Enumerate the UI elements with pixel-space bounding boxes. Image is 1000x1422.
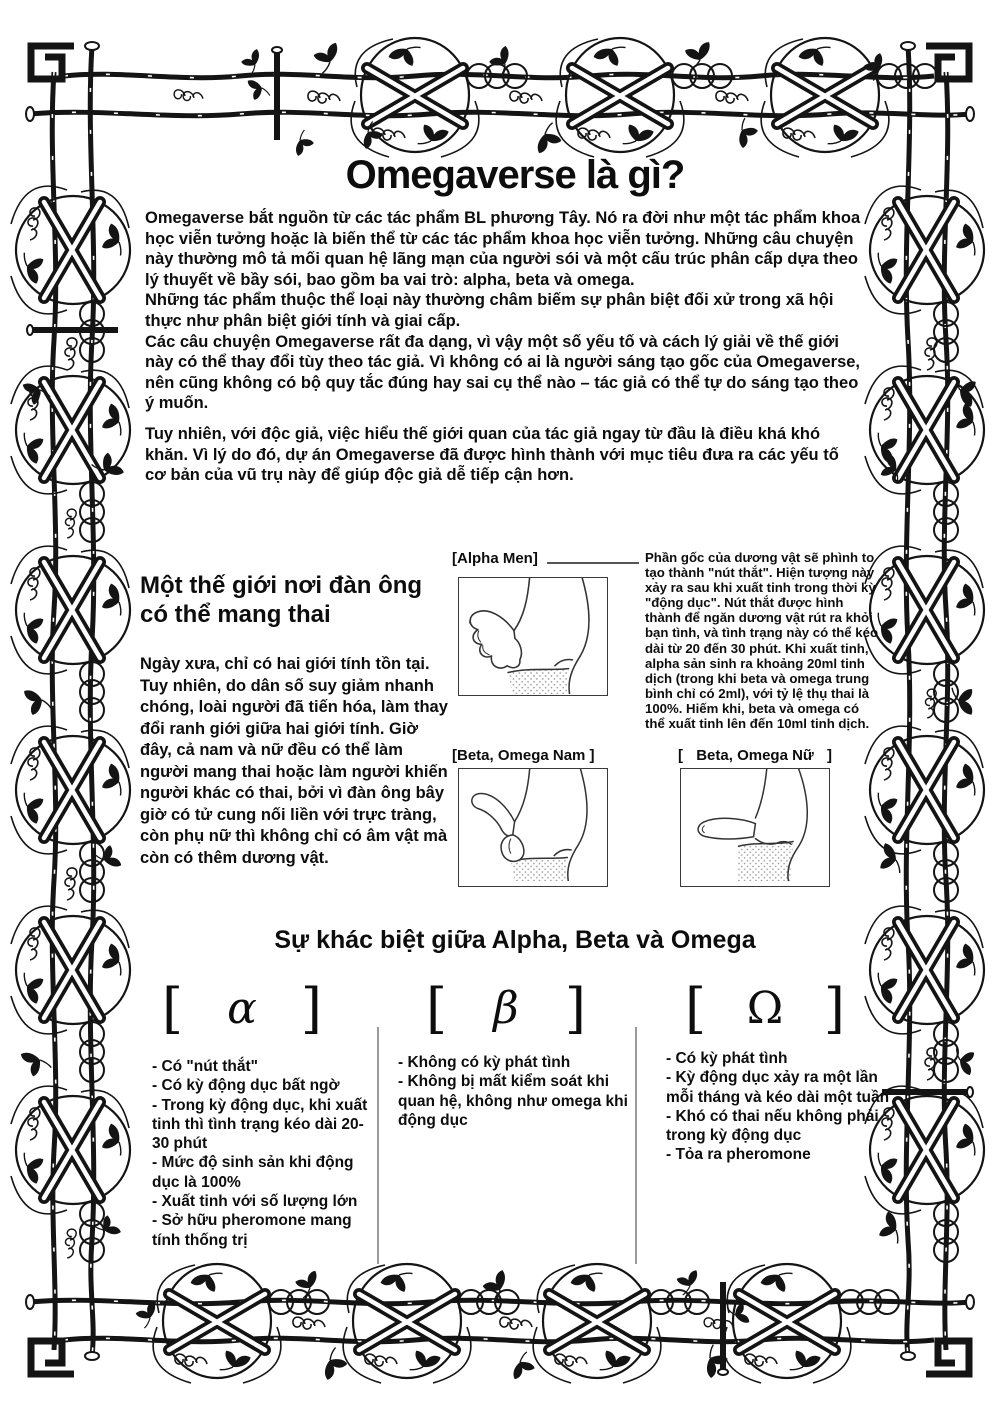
omega-trait-list: [666, 1049, 890, 1165]
beta-omega-male-figure: [458, 768, 608, 887]
label-text: Beta, Omega Nữ: [696, 747, 814, 764]
beta-omega-female-figure-drawing: [681, 769, 828, 881]
alpha-men-figure-label: [Alpha Men]: [452, 550, 538, 567]
intro-paragraph-4: Tuy nhiên, với độc giả, việc hiểu thế giới quan của tác giả ngay từ đầu là điều khá khó khăn. Vì lý do đó, dự án Omegaverse đã được hình thành với mục tiêu đưa ra các yếu tố cơ bản của vũ trụ này để giúp độc giả dễ tiếp cận hơn.: [145, 424, 839, 485]
bracket-open: [: [685, 977, 707, 1040]
bracket-open: [: [426, 977, 448, 1040]
comparison-section-title: Sự khác biệt giữa Alpha, Beta và Omega: [274, 926, 756, 954]
omega-symbol-group: [685, 977, 845, 1040]
intro-paragraph-2: Những tác phẩm thuộc thể loại này thường châm biếm sự phân biệt đối xử trong xã hội thực như phân biệt giới tính và giai cấp.: [145, 291, 834, 330]
knot-explanation-text: Phần gốc của dương vật sẽ phình to tạo thành "nút thắt". Hiện tượng này xảy ra sau khi xuất tinh trong thời kỳ "động dục". Nút thắt được hình thành để ngăn dương vật rút ra khỏi bạn tình, và tình trạng này có thể kéo dài từ 20 đến 30 phút. Khi xuất tinh, alpha sản sinh ra khoảng 20ml tinh dịch (trong khi beta và omega trung bình chỉ có 2ml), với tỷ lệ thụ thai là 100%. Hiếm khi, beta và omega có thể xuất tinh lên đến 10ml tinh dịch.: [645, 550, 879, 732]
list-item: - Kỳ động dục xảy ra một lần mỗi tháng và kéo dài một tuần: [666, 1069, 890, 1106]
bracket-open: [: [678, 747, 683, 764]
label-connector-line: [547, 562, 639, 564]
list-item: - Có "nút thắt": [152, 1058, 258, 1075]
alpha-symbol: α: [227, 983, 257, 1034]
alpha-men-figure-drawing: [459, 578, 606, 694]
list-item: - Tỏa ra pheromone: [666, 1146, 811, 1164]
list-item: - Khó có thai nếu không phải trong kỳ động dục: [666, 1107, 879, 1145]
omega-symbol: Ω: [746, 983, 784, 1034]
beta-omega-male-figure-drawing: [459, 769, 606, 881]
page-title: Omegaverse là gì?: [345, 153, 685, 197]
intro-paragraph-3: Các câu chuyện Omegaverse rất đa dạng, vì vậy một số yếu tố và cách lý giải về thế giới này có thể thay đổi tùy theo tác giả. Vì không có ai là người sáng tạo gốc của Omegaverse, nên cũng không có bộ quy tắc đúng hay sai cụ thể nào – tác giả có thể tự do sáng tạo theo ý muốn.: [145, 332, 861, 413]
list-item: - Không bị mất kiểm soát khi quan hệ, không như omega khi động dục: [398, 1073, 628, 1129]
alpha-symbol-group: [162, 977, 322, 1040]
column-divider: [377, 1027, 379, 1264]
bracket-close: ]: [564, 977, 586, 1040]
intro-paragraph-1: Omegaverse bắt nguồn từ các tác phẩm BL phương Tây. Nó ra đời như một tác phẩm khoa học viễn tưởng hoặc là biến thể từ các tác phẩm khoa học viễn tưởng. Những câu chuyện này thường mô tả mối quan hệ lãng mạn của người sói và một cấu trúc phân cấp dựa theo lý thuyết về bầy sói, bao gồm ba vai trò: alpha, beta và omega.: [145, 209, 861, 289]
list-item: - Sở hữu pheromone mang tính thống trị: [152, 1212, 352, 1249]
list-item: - Có kỳ động dục bất ngờ: [152, 1077, 340, 1095]
beta-omega-male-figure-label: [Beta, Omega Nam ]: [452, 747, 595, 764]
alpha-men-figure: [458, 577, 608, 696]
list-item: - Xuất tinh với số lượng lớn: [152, 1193, 358, 1211]
beta-omega-female-figure: [680, 768, 830, 887]
bracket-open: [: [162, 977, 184, 1040]
list-item: - Có kỳ phát tình: [666, 1050, 788, 1067]
pregnancy-section-heading: Một thế giới nơi đàn ông có thể mang thai: [140, 572, 423, 628]
bracket-close: ]: [823, 977, 845, 1040]
pregnancy-section-body: Ngày xưa, chỉ có hai giới tính tồn tại. Tuy nhiên, do dân số suy giảm nhanh chóng, loài người đã tiến hóa, làm thay đổi ranh giới giữa hai giới tính. Giờ đây, cả nam và nữ đều có thể làm người mang thai hoặc làm người khiến người khác có thai, bởi vì đàn ông bây giờ có tử cung nối liền với trực tràng, còn phụ nữ thì không chỉ có âm vật mà còn có thêm dương vật.: [140, 655, 448, 867]
bracket-close: ]: [827, 747, 832, 764]
beta-symbol: β: [493, 983, 519, 1034]
list-item: - Trong kỳ động dục, khi xuất tinh thì tình trạng kéo dài 20-30 phút: [152, 1096, 368, 1153]
beta-symbol-group: [426, 977, 586, 1040]
beta-omega-female-figure-label: [678, 747, 832, 764]
intro-paragraphs: [145, 208, 863, 486]
list-item: - Không có kỳ phát tình: [398, 1054, 571, 1071]
alpha-trait-list: [152, 1057, 376, 1250]
list-item: - Mức độ sinh sản khi động dục là 100%: [152, 1154, 354, 1191]
bracket-close: ]: [300, 977, 322, 1040]
beta-trait-list: [398, 1053, 640, 1130]
